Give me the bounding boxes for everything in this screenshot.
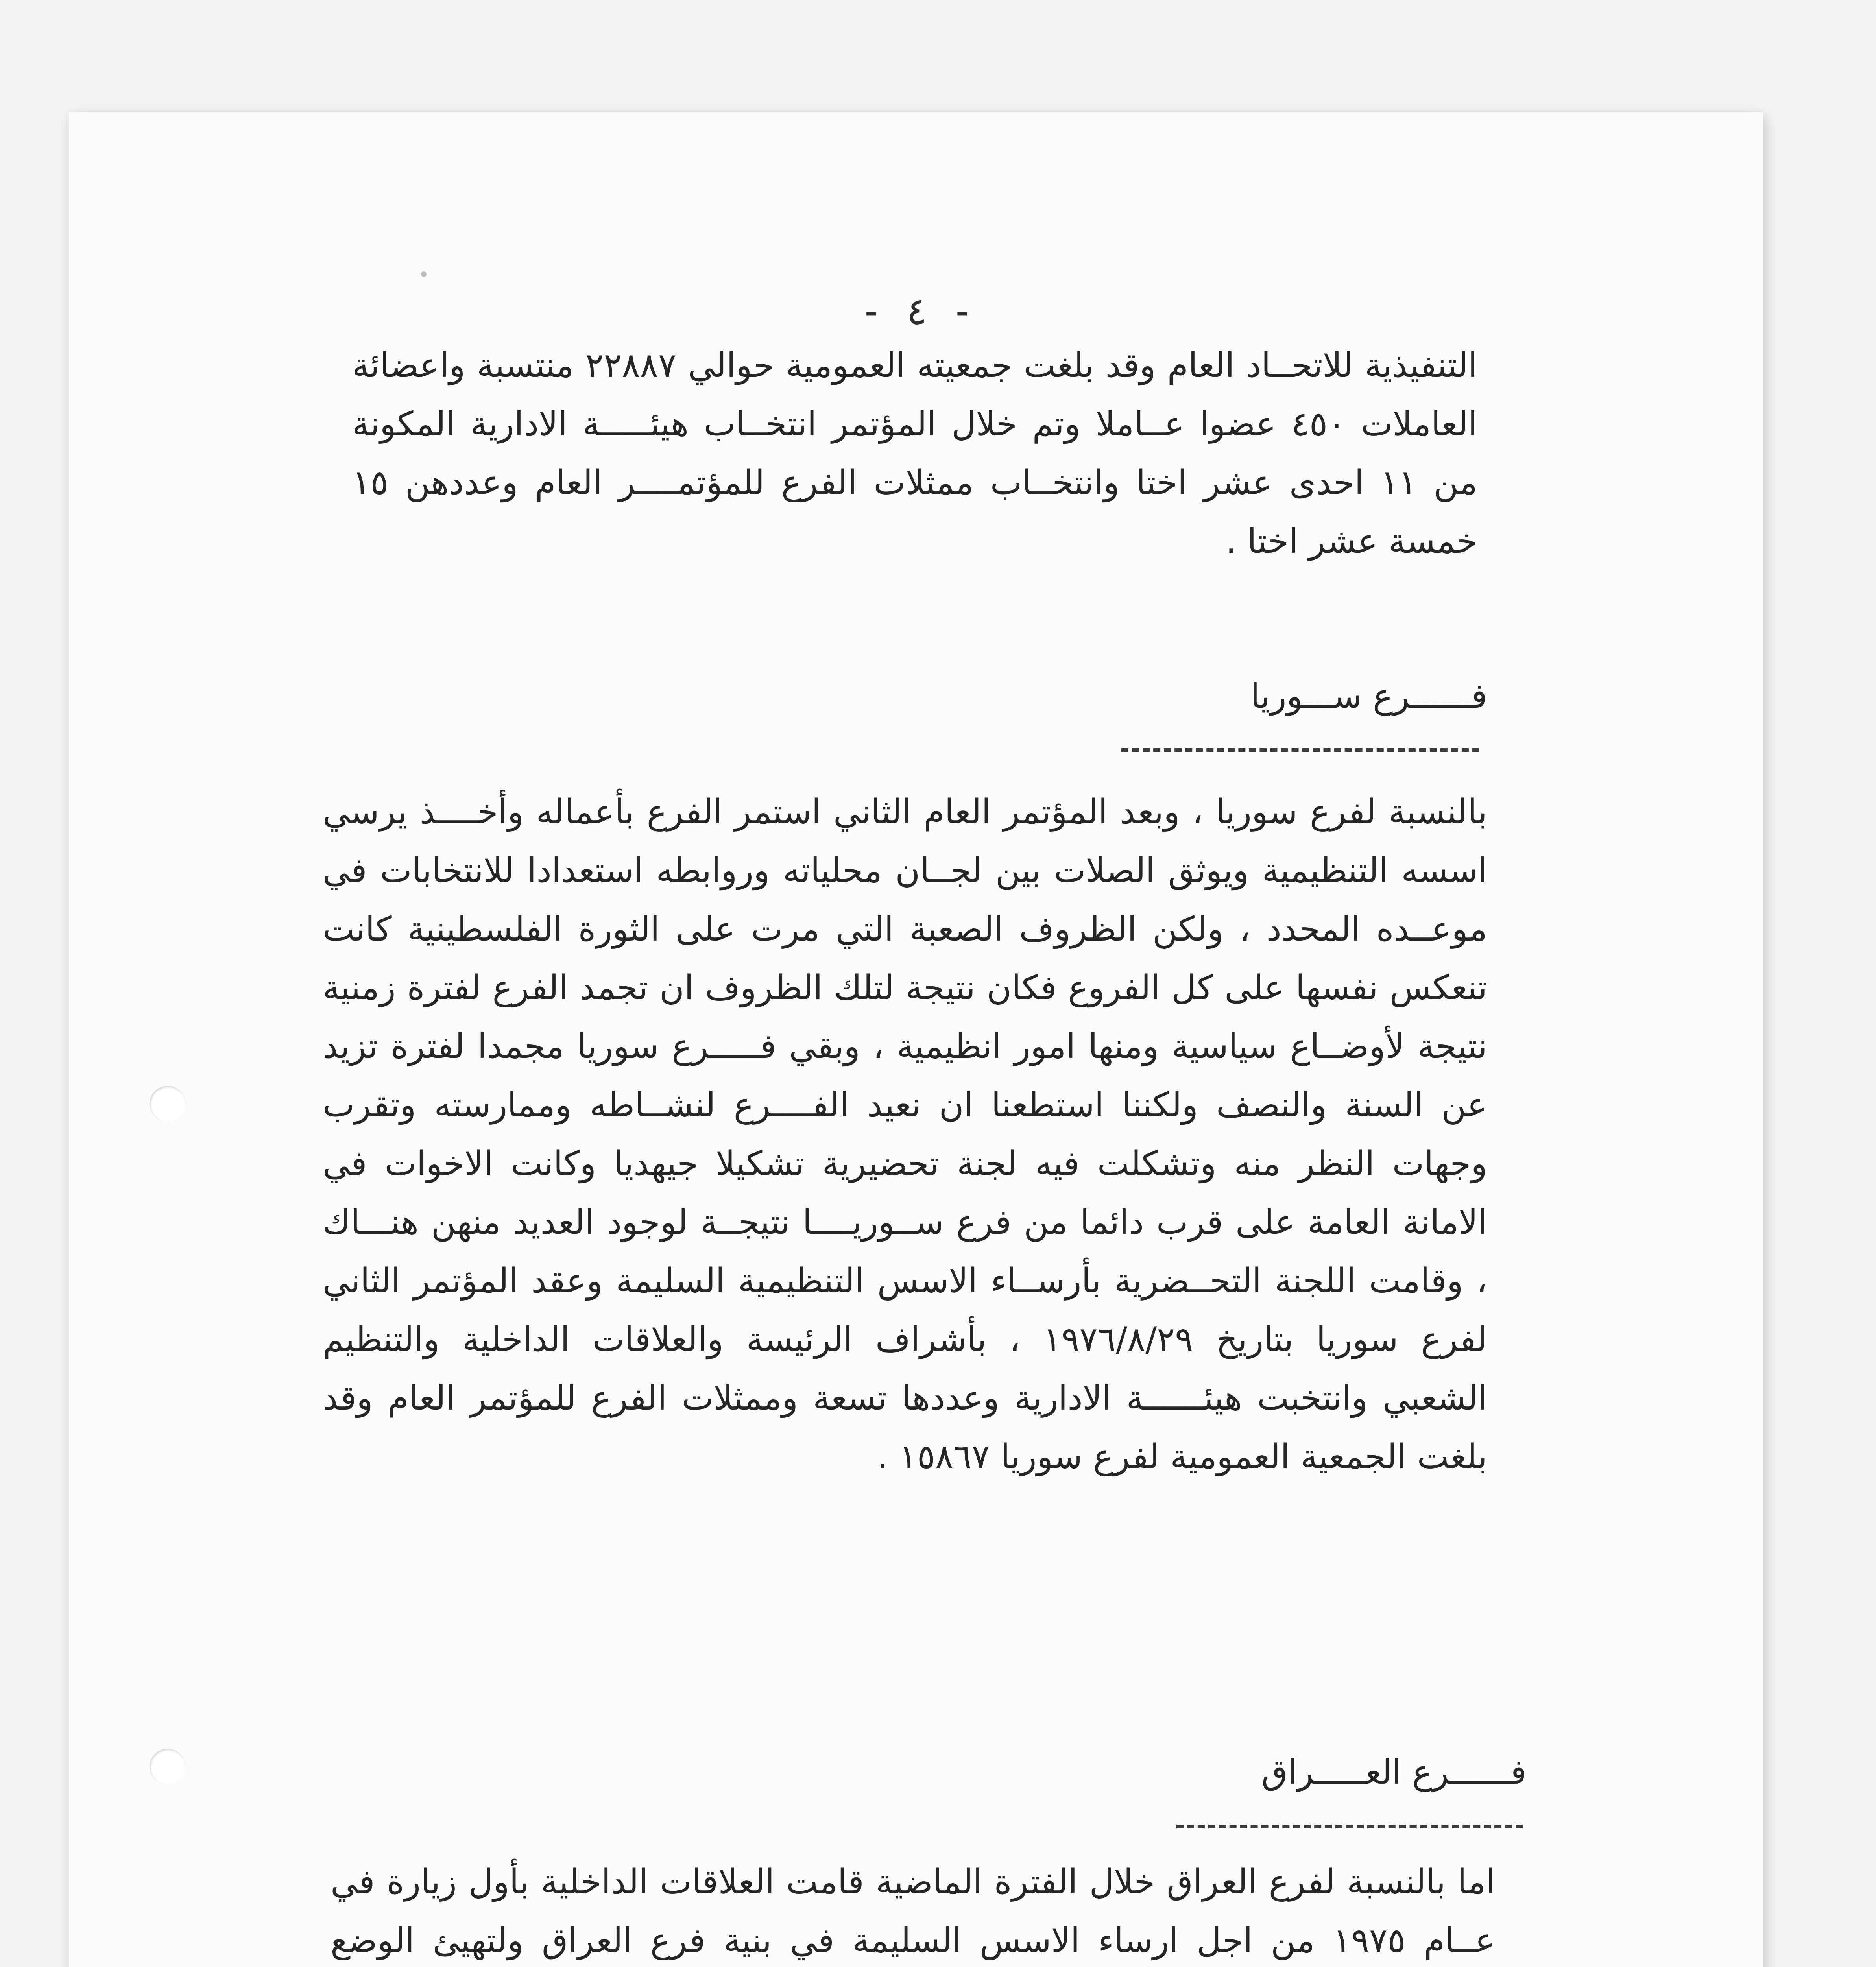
text-line: نتيجــة لوجود العديد منهن هنـــاك ، وقامت اللجنة التحــضرية بأرســاء	[323, 1203, 1487, 1301]
heading-underline-syria	[1121, 748, 1479, 752]
punch-hole-upper	[150, 1086, 186, 1122]
section-heading-iraq: فــــــرع العـــــراق	[1261, 1753, 1527, 1792]
page-number: - ٤ -	[860, 289, 974, 333]
paper-speck	[421, 271, 427, 277]
iraq-paragraph	[331, 1853, 1495, 1967]
text-line: سوريا مجمدا لفترة تزيد عن السنة والنصف ولكننا استطعنا ان نعيد الفــــرع	[323, 1027, 1487, 1125]
section-heading-syria: فــــــرع ســـوريا	[1250, 677, 1487, 716]
text-line: الادارية المكونة من ١١ احدى عشر اختا وانتخــاب ممثلات الفرع للمؤتمــــر	[352, 404, 1478, 502]
text-line: اما بالنسبة لفرع العراق خلال الفترة الماضية قامت العلاقات الداخلية بأول زيارة	[386, 1862, 1495, 1902]
text-line: بأشراف الرئيسة والعلاقات الداخلية والتنظيم الشعبي وانتخبت هيئــــــة	[323, 1320, 1487, 1418]
text-line: بالنسبة لفرع سوريا ، وبعد المؤتمر العام الثاني استمر الفرع بأعماله وأخــــذ	[419, 792, 1487, 832]
intro-paragraph	[352, 336, 1477, 571]
text-line: للانتخابات في موعــده المحدد ، ولكن الظروف الصعبة التي مرت على الثورة	[323, 851, 1487, 949]
text-line: واعضائة العاملات ٤٥٠ عضوا عــاملا وتم خلال المؤتمر انتخــاب هيئـــــة	[352, 346, 1477, 444]
text-line: لفرع سوريا ١٥٨٦٧ .	[877, 1437, 1160, 1476]
text-line: الفلسطينية كانت تنعكس نفسها على كل الفروع فكان نتيجة لتلك الظروف ان تجمد	[323, 910, 1488, 1007]
punch-hole-lower	[150, 1749, 186, 1785]
text-line: الفرع لفترة زمنية نتيجة لأوضــاع سياسية ومنها امور انظيمية ، وبقي فـــــرع	[323, 968, 1487, 1066]
text-line: الاسس التنظيمية السليمة وعقد المؤتمر الثاني لفرع سوريا بتاريخ ١٩٧٦/٨/٢٩ ،	[323, 1261, 1487, 1359]
heading-underline-iraq	[1176, 1825, 1523, 1828]
text-line: يرسي اسسه التنظيمية ويوثق الصلات بين لجــان محلياته وروابطه استعدادا	[323, 792, 1487, 890]
text-line: لنشــاطه وممارسته وتقرب وجهات النظر منه وتشكلت فيه لجنة تحضيرية تشكيلا	[323, 1085, 1487, 1183]
text-line: التنفيذية للاتحــاد العام وقد بلغت جمعيته العمومية حوالي ٢٢٨٨٧ منتسبة	[476, 346, 1477, 385]
text-line: جيهديا وكانت الاخوات في الامانة العامة على قرب دائما من فرع ســوريــــا	[323, 1144, 1488, 1242]
syria-paragraph	[323, 783, 1487, 1486]
text-line: في عــام ١٩٧٥ من اجل ارساء الاسس السليمة في بنية فرع العراق ولتهيئ الوضع	[331, 1862, 1496, 1960]
text-line: الادارية وعددها تسعة وممثلات الفرع للمؤتمر العام وقد بلغت الجمعية العمومية	[323, 1378, 1487, 1476]
text-line: العام وعددهن ١٥ خمسة عشر اختا .	[352, 463, 1477, 561]
